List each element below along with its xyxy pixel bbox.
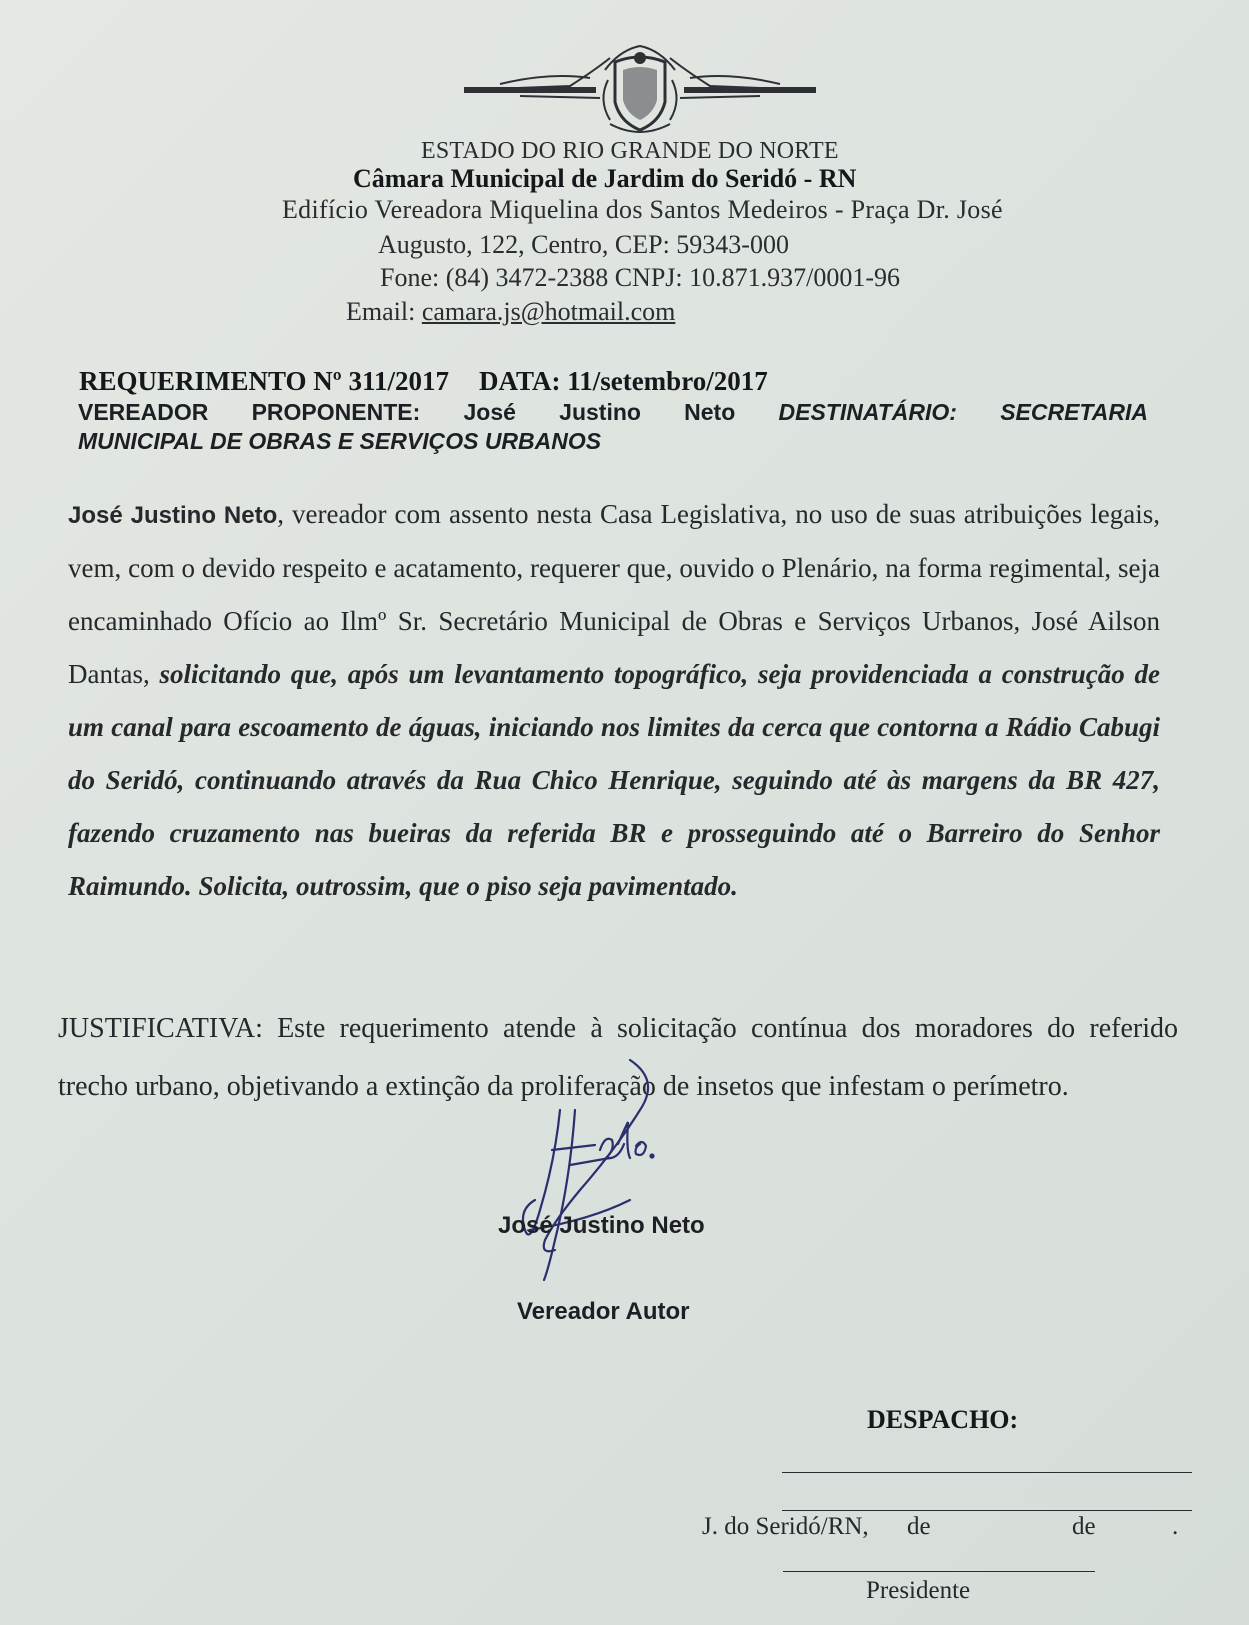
president-label: Presidente xyxy=(866,1577,971,1604)
request-body xyxy=(68,488,1160,913)
address-line-1: Edifício Vereadora Miquelina dos Santos Medeiros - Praça Dr. José xyxy=(282,195,1003,224)
place-date-line xyxy=(702,1513,1179,1541)
email-line xyxy=(346,297,675,327)
requerimento-header xyxy=(79,366,768,397)
despacho-line-2 xyxy=(782,1510,1192,1511)
justificativa-paragraph: JUSTIFICATIVA: Este requerimento atende à solicitação contínua dos moradores do referido trecho urbano, objetivando a extinção da proliferação de insetos que infestam o perímetro. xyxy=(58,1013,1178,1102)
signatory-name: José Justino Neto xyxy=(498,1212,705,1239)
email-label: Email: xyxy=(346,297,416,326)
email-link[interactable]: camara.js@hotmail.com xyxy=(421,297,676,326)
requerimento-number: REQUERIMENTO Nº 311/2017 xyxy=(79,366,449,396)
date-de-2: de xyxy=(1072,1513,1096,1540)
despacho-line-1 xyxy=(782,1472,1192,1473)
date-de-1: de xyxy=(907,1513,931,1540)
signatory-role: Vereador Autor xyxy=(517,1298,690,1325)
proponente-name: José Justino Neto xyxy=(463,399,736,425)
president-signature-line xyxy=(783,1571,1095,1572)
destinatario-name: MUNICIPAL DE OBRAS E SERVIÇOS URBANOS xyxy=(78,428,602,454)
body-intro: , vereador com assento nesta Casa Legislativa, no uso de suas atribuições legais, vem, com o devido respeito e acatamento, requerer que, ouvido o Plenário, na forma regimental, seja encaminhado Ofício ao Ilmº Sr. Secretário Municipal de Obras e Serviços Urbanos, José Ailson Dantas, xyxy=(68,499,1160,689)
requerimento-date: DATA: 11/setembro/2017 xyxy=(478,366,768,396)
state-name: ESTADO DO RIO GRANDE DO NORTE xyxy=(421,138,839,164)
destinatario-label: DESTINATÁRIO: SECRETARIA xyxy=(778,399,1148,425)
despacho-label: DESPACHO: xyxy=(867,1405,1019,1434)
body-author-name: José Justino Neto xyxy=(68,502,278,529)
proponente-line xyxy=(78,398,1148,427)
proponente-label: VEREADOR PROPONENTE: xyxy=(78,399,421,425)
handwritten-signature xyxy=(500,1040,720,1290)
phone-cnpj-line: Fone: (84) 3472-2388 CNPJ: 10.871.937/0001-96 xyxy=(380,263,900,292)
address-line-2: Augusto, 122, Centro, CEP: 59343-000 xyxy=(378,230,789,259)
coat-of-arms-seal xyxy=(460,40,820,140)
chamber-name: Câmara Municipal de Jardim do Seridó - RN xyxy=(353,164,857,193)
place-name: J. do Seridó/RN, xyxy=(702,1513,869,1540)
date-dot: . xyxy=(1172,1513,1179,1540)
body-request: solicitando que, após um levantamento topográfico, seja providenciada a construção de um canal para escoamento de águas, iniciando nos limites da cerca que contorna a Rádio Cabugi do Seridó, continuando através da Rua Chico Henrique, seguindo até às margens da BR 427, fazendo cruzamento nas bueiras da referida BR e prosseguindo até o Barreiro do Senhor Raimundo. Solicita, outrossim, que o piso seja pavimentado. xyxy=(68,659,1160,901)
